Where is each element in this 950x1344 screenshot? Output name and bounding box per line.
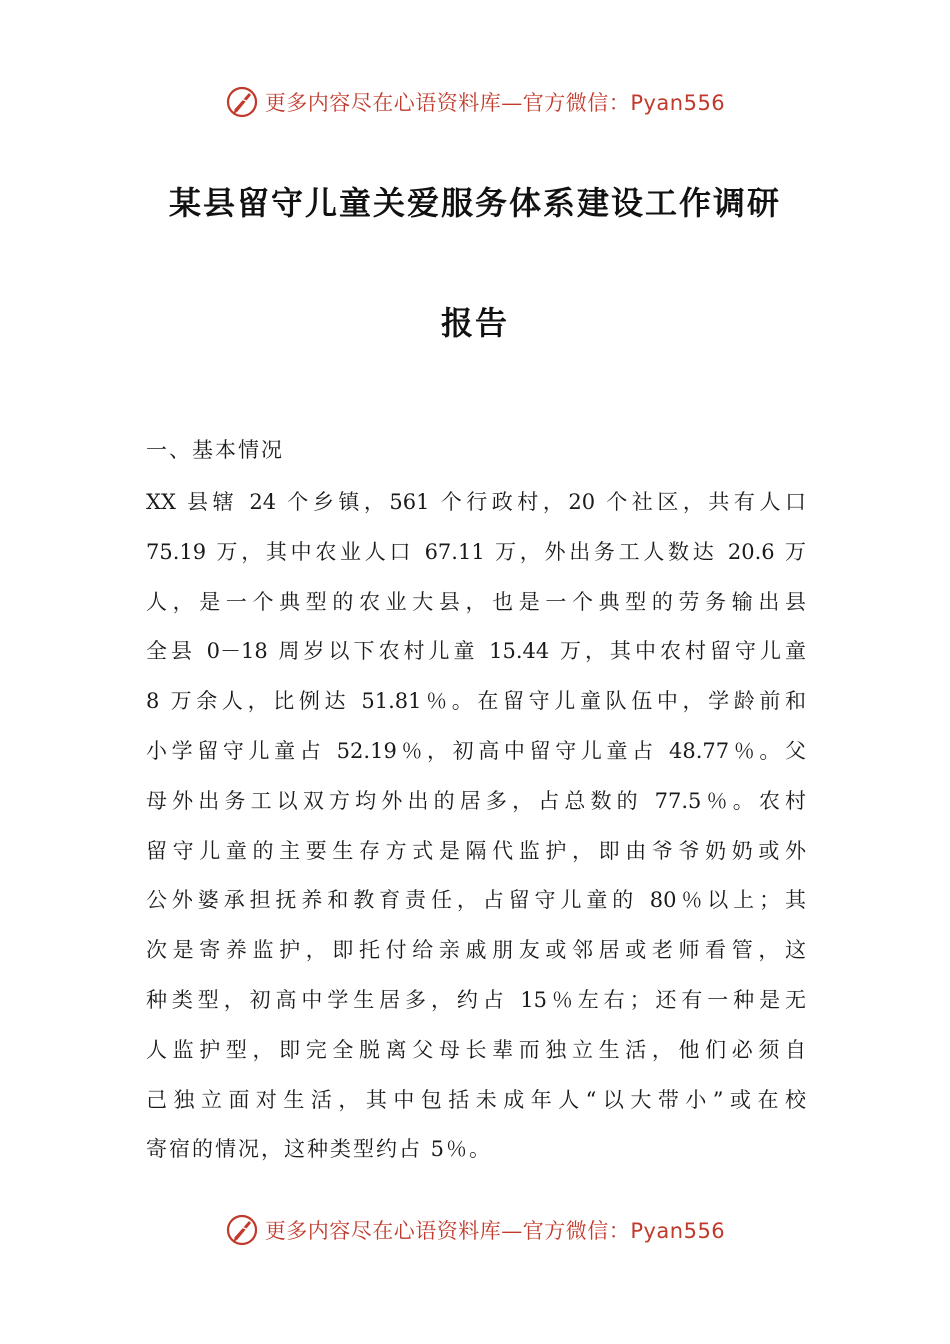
watermark-text bbox=[265, 1215, 725, 1245]
body-paragraph bbox=[146, 478, 806, 1175]
document-title-line-2: 报告 bbox=[440, 304, 509, 342]
watermark-label: 更多内容尽在心语资料库—官方微信： bbox=[264, 1219, 631, 1243]
paragraph-line: 己独立面对生活，其中包括未成年人“以大带小”或在校 bbox=[146, 1087, 806, 1112]
paragraph-line: 留守儿童的主要生存方式是隔代监护，即由爷爷奶奶或外 bbox=[146, 838, 806, 863]
document-body bbox=[146, 428, 806, 1175]
paragraph-line: 75.19 万，其中农业人口 67.11 万，外出务工人数达 20.6 万 bbox=[146, 539, 806, 564]
quill-logo-icon bbox=[225, 85, 259, 119]
section-heading: 一、基本情况 bbox=[146, 438, 284, 462]
watermark-handle: Pyan556 bbox=[630, 91, 726, 115]
watermark-handle: Pyan556 bbox=[630, 1219, 726, 1243]
paragraph-line: 公外婆承担抚养和教育责任，占留守儿童的 80％以上；其 bbox=[146, 888, 806, 913]
watermark-label: 更多内容尽在心语资料库—官方微信： bbox=[264, 91, 631, 115]
paragraph-line: 8 万余人，比例达 51.81％。在留守儿童队伍中，学龄前和 bbox=[146, 689, 806, 714]
paragraph-line: 寄宿的情况，这种类型约占 5％。 bbox=[146, 1137, 493, 1162]
paragraph-line: 人，是一个典型的农业大县，也是一个典型的劳务输出县 bbox=[146, 589, 806, 614]
paragraph-line: 全县 0－18 周岁以下农村儿童 15.44 万，其中农村留守儿童 bbox=[146, 639, 806, 664]
footer-watermark bbox=[0, 1210, 950, 1250]
paragraph-line: 母外出务工以双方均外出的居多，占总数的 77.5％。农村 bbox=[146, 788, 806, 813]
paragraph-line: XX 县辖 24 个乡镇，561 个行政村，20 个社区，共有人口 bbox=[146, 490, 806, 514]
paragraph-line: 人监护型，即完全脱离父母长辈而独立生活，他们必须自 bbox=[146, 1037, 806, 1062]
quill-logo-icon bbox=[225, 1213, 259, 1247]
document-title-line-1: 某县留守儿童关爱服务体系建设工作调研 bbox=[168, 184, 781, 222]
header-watermark bbox=[0, 82, 950, 122]
paragraph-line: 种类型，初高中学生居多，约占 15％左右；还有一种是无 bbox=[146, 987, 806, 1012]
watermark-text bbox=[265, 87, 725, 117]
paragraph-line: 次是寄养监护，即托付给亲戚朋友或邻居或老师看管，这 bbox=[146, 938, 806, 963]
paragraph-line: 小学留守儿童占 52.19％，初高中留守儿童占 48.77％。父 bbox=[146, 738, 806, 763]
